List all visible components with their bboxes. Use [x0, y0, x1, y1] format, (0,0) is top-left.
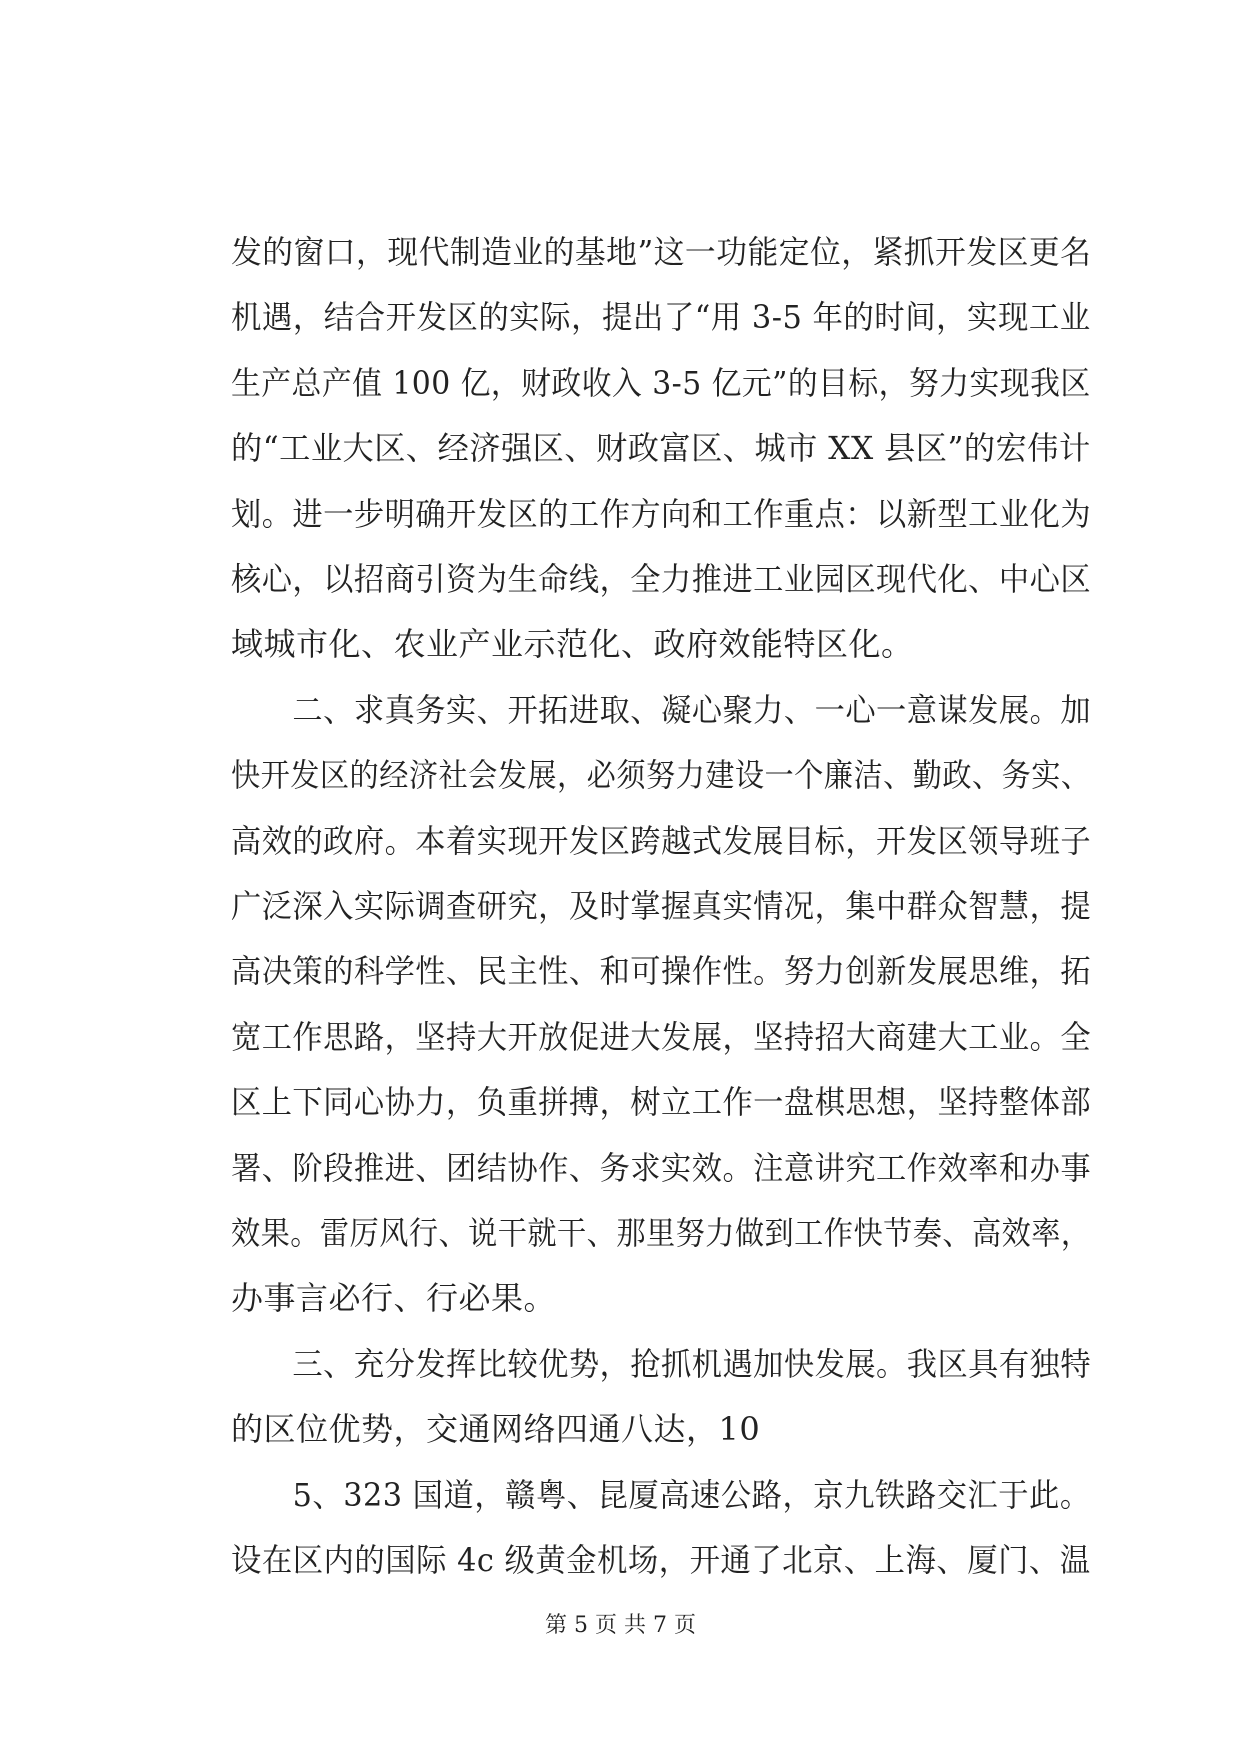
text-line: 署、阶段推进、团结协作、务求实效。注意讲究工作效率和办事: [231, 1149, 1092, 1187]
text-line: 机遇，结合开发区的实际，提出了“用 3-5 年的时间，实现工业: [231, 298, 1091, 336]
text-line: 发的窗口，现代制造业的基地”这一功能定位，紧抓开发区更名: [231, 233, 1092, 271]
text-line: 广泛深入实际调查研究，及时掌握真实情况，集中群众智慧，提: [231, 887, 1092, 925]
text-line: 的区位优势，交通网络四通八达，10: [231, 1410, 761, 1448]
page-footer: 第 5 页 共 7 页: [545, 1613, 696, 1638]
text-line: 划。进一步明确开发区的工作方向和工作重点：以新型工业化为: [231, 495, 1092, 533]
text-line: 区上下同心协力，负重拼搏，树立工作一盘棋思想，坚持整体部: [231, 1083, 1092, 1121]
text-line: 5、323 国道，赣粤、昆厦高速公路，京九铁路交汇于此。: [231, 1476, 1091, 1514]
text-line: 高效的政府。本着实现开发区跨越式发展目标，开发区领导班子: [231, 822, 1092, 860]
text-line: 宽工作思路，坚持大开放促进大发展，坚持招大商建大工业。全: [231, 1018, 1092, 1056]
text-line: 高决策的科学性、民主性、和可操作性。努力创新发展思维，拓: [231, 952, 1092, 990]
text-line: 三、充分发挥比较优势，抢抓机遇加快发展。我区具有独特: [231, 1345, 1092, 1383]
text-line: 核心，以招商引资为生命线，全力推进工业园区现代化、中心区: [231, 560, 1092, 598]
text-line: 效果。雷厉风行、说干就干、那里努力做到工作快节奏、高效率，: [231, 1214, 1091, 1252]
text-line: 快开发区的经济社会发展，必须努力建设一个廉洁、勤政、务实、: [231, 756, 1091, 794]
text-line: 二、求真务实、开拓进取、凝心聚力、一心一意谋发展。加: [231, 691, 1092, 729]
text-line: 域城市化、农业产业示范化、政府效能特区化。: [231, 625, 914, 663]
text-line: 设在区内的国际 4c 级黄金机场，开通了北京、上海、厦门、温: [231, 1541, 1091, 1579]
text-line: 生产总产值 100 亿，财政收入 3-5 亿元”的目标，努力实现我区: [231, 364, 1091, 402]
text-line: 的“工业大区、经济强区、财政富区、城市 XX 县区”的宏伟计: [231, 429, 1091, 467]
text-line: 办事言必行、行必果。: [231, 1279, 557, 1317]
